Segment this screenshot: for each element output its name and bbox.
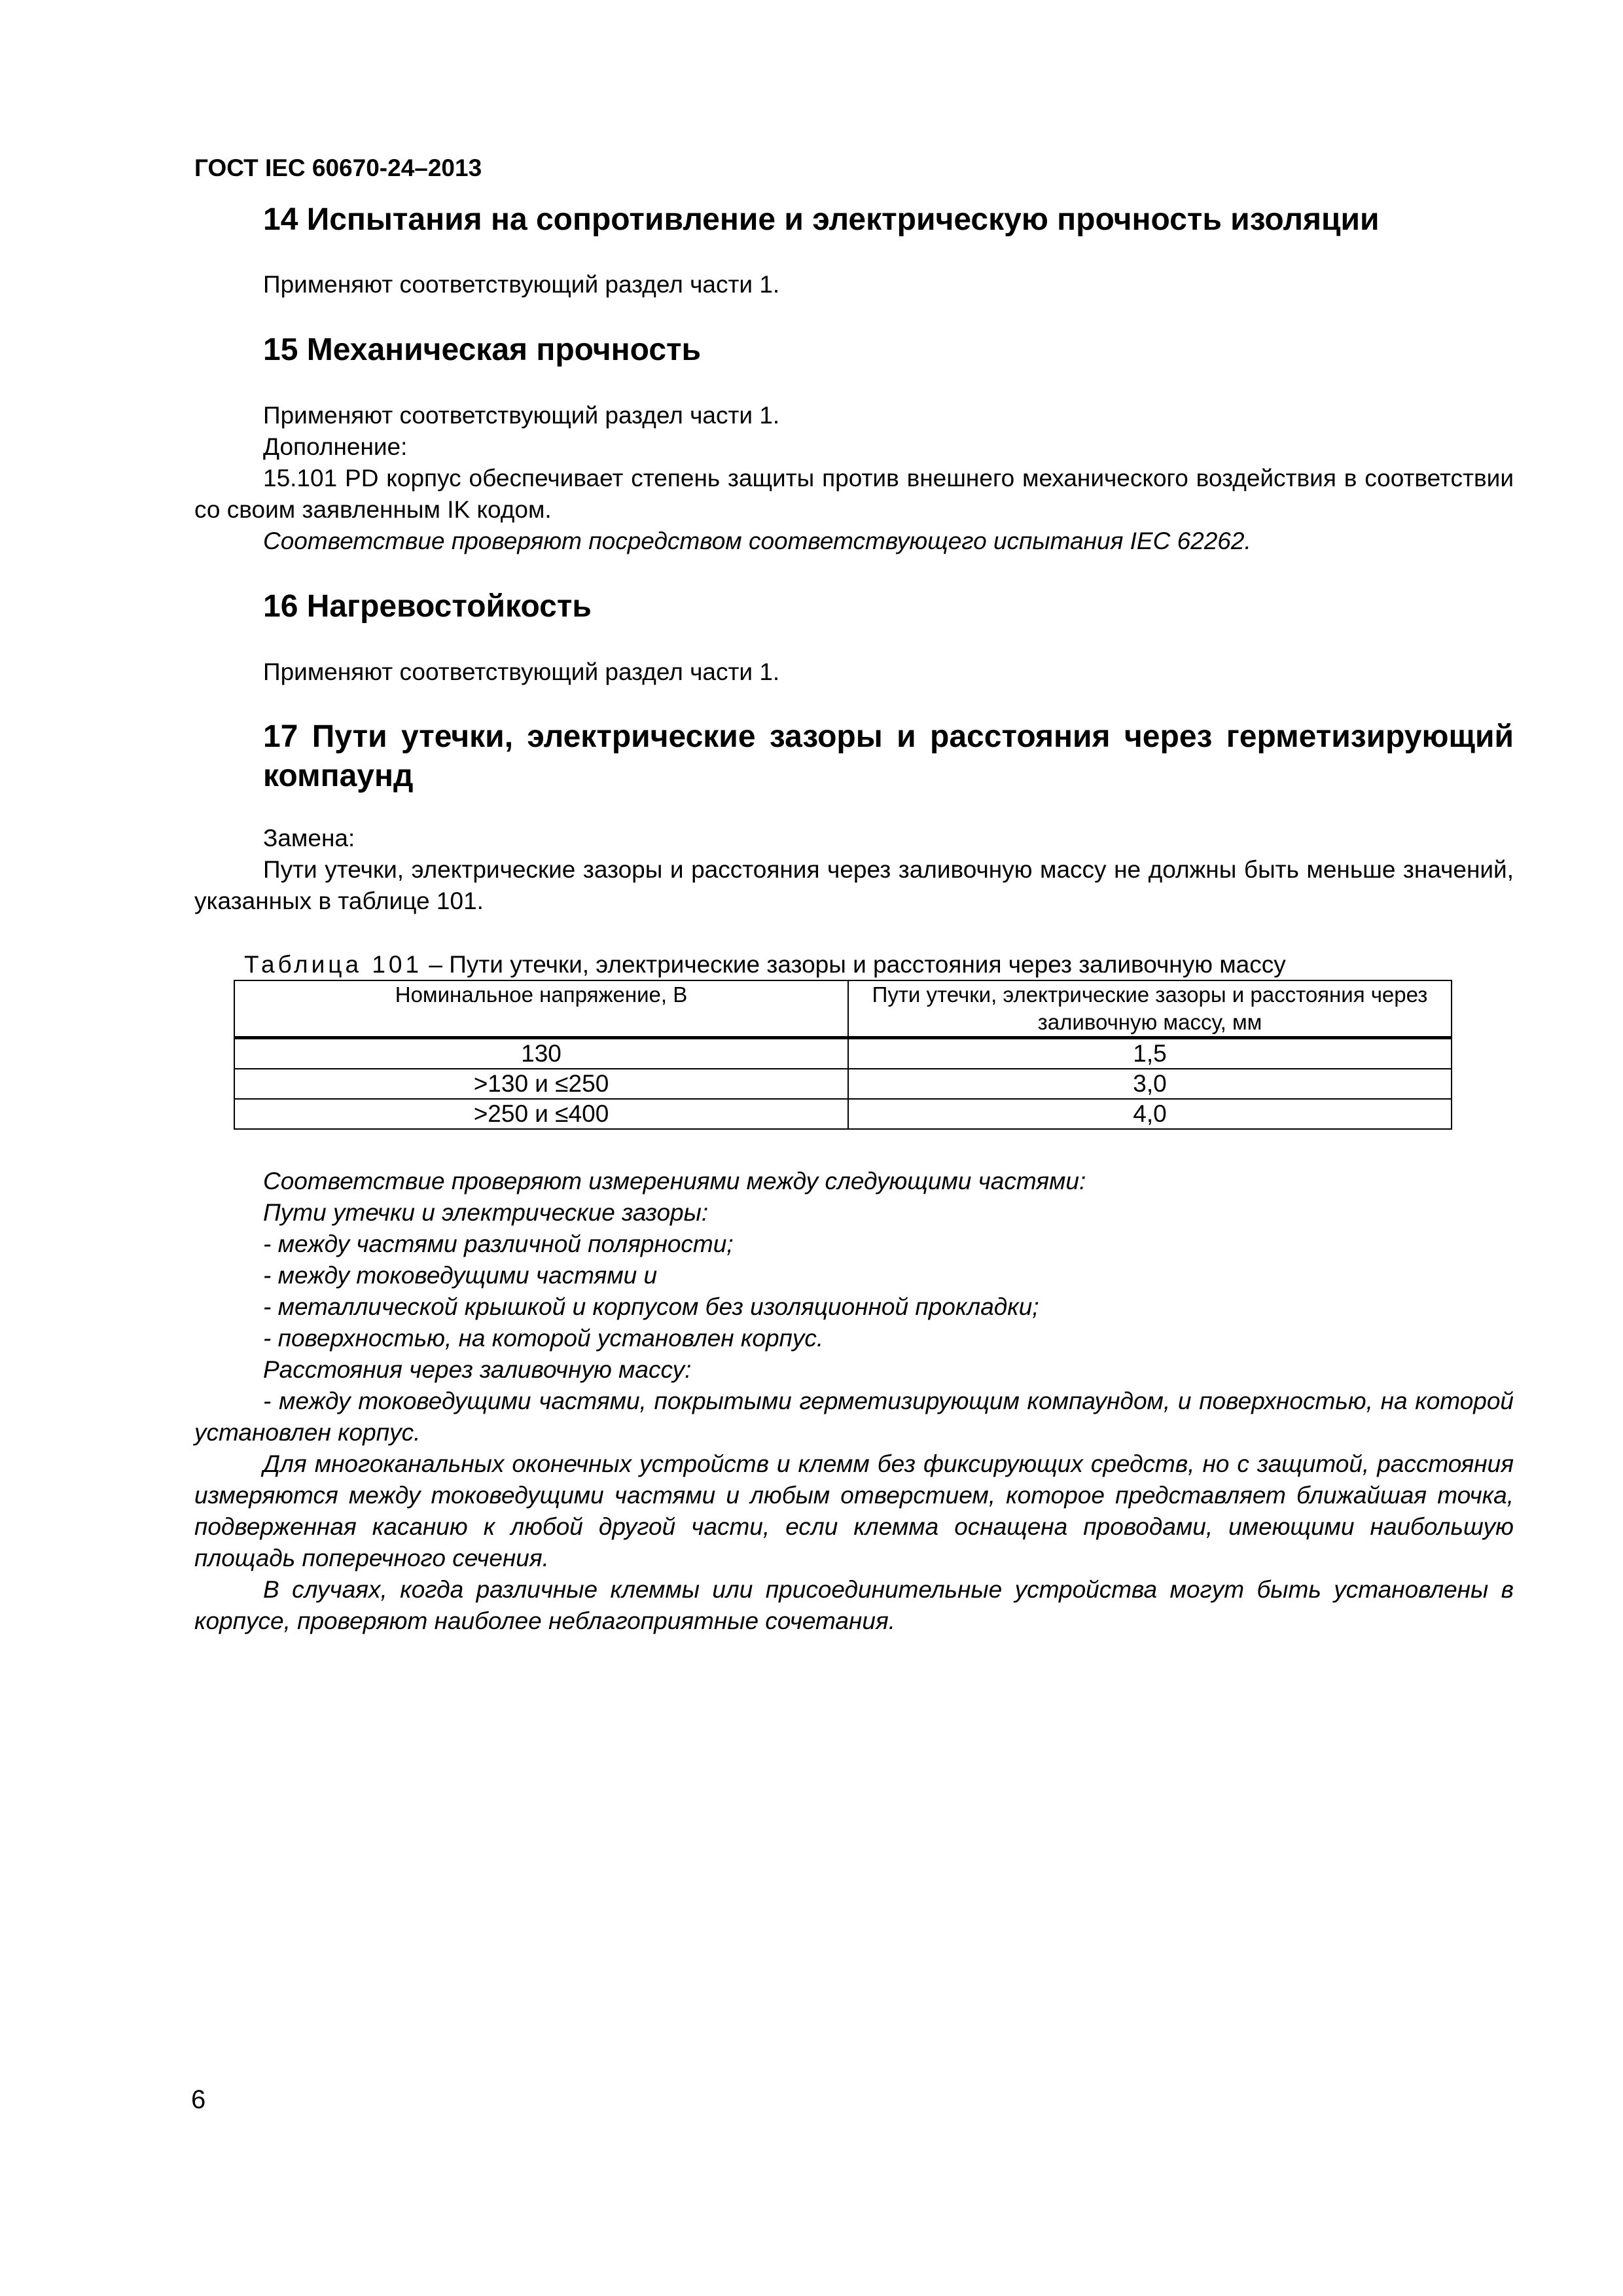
- compliance-line: - между частями различной полярности;: [263, 1230, 734, 1257]
- document-code-header: ГОСТ IEC 60670-24–2013: [194, 154, 482, 181]
- table-header-row: [234, 980, 1452, 1038]
- header-creepage-distances: Пути утечки, электрические зазоры и расстояния через заливочную массу, мм: [848, 980, 1452, 1038]
- section-14-text: Применяют соответствующий раздел части 1.: [263, 271, 780, 298]
- clause-15-101: 15.101 PD корпус обеспечивает степень защиты против внешнего механического воздействия в соответствии со своим заявленным IK кодом.: [194, 465, 1514, 523]
- section-17-text: Пути утечки, электрические зазоры и расстояния через заливочную массу не должны быть меньше значений, указанных в таблице 101.: [194, 856, 1514, 914]
- table-101: [234, 980, 1452, 1130]
- section-16-heading: 16 Нагревостойкость: [263, 589, 592, 624]
- table-cell-distance: 4,0: [848, 1099, 1452, 1129]
- section-17-heading: 17 Пути утечки, электрические зазоры и расстояния через герметизирующий компаунд: [263, 719, 1514, 793]
- section-14-heading: 14 Испытания на сопротивление и электрическую прочность изоляции: [263, 202, 1380, 237]
- compliance-line: Соответствие проверяют измерениями между следующими частями:: [263, 1168, 1086, 1194]
- table-caption-text: Пути утечки, электрические зазоры и расстояния через заливочную массу: [449, 951, 1286, 978]
- compliance-paragraph-2: Для многоканальных оконечных устройств и клемм без фиксирующих средств, но с защитой, расстояния измеряются между токоведущими частями и любым отверстием, которое представляет ближайшая точка, подверженная касанию к любой другой части, если клемма оснащена проводами, имеющими наибольшую площадь поперечного сечения.: [194, 1450, 1514, 1571]
- header-nominal-voltage: Номинальное напряжение, В: [234, 980, 848, 1038]
- section-17-replacement-label: Замена:: [263, 825, 355, 852]
- table-cell-voltage: >130 и ≤250: [234, 1069, 848, 1099]
- section-16-text: Применяют соответствующий раздел части 1.: [263, 658, 780, 685]
- table-cell-voltage: >250 и ≤400: [234, 1099, 848, 1129]
- compliance-paragraph-1: - между токоведущими частями, покрытыми герметизирующим компаундом, и поверхностью, на которой установлен корпус.: [194, 1388, 1514, 1446]
- compliance-line: Расстояния через заливочную массу:: [263, 1356, 692, 1383]
- compliance-line: Пути утечки и электрические зазоры:: [263, 1199, 709, 1226]
- compliance-paragraph-3: В случаях, когда различные клеммы или присоединительные устройства могут быть установлены в корпусе, проверяют наиболее неблагоприятные сочетания.: [194, 1576, 1514, 1634]
- page-number: 6: [191, 2085, 206, 2114]
- table-caption-dash: –: [422, 951, 450, 978]
- section-15-compliance: Соответствие проверяют посредством соответствующего испытания IEC 62262.: [263, 528, 1251, 554]
- section-15-addition-label: Дополнение:: [263, 433, 408, 460]
- table-cell-distance: 3,0: [848, 1069, 1452, 1099]
- table-cell-voltage: 130: [234, 1038, 848, 1069]
- table-row: [234, 1038, 1452, 1069]
- compliance-line: - между токоведущими частями и: [263, 1262, 658, 1289]
- table-101-caption: [244, 950, 1286, 979]
- compliance-line: - металлической крышкой и корпусом без изоляционной прокладки;: [263, 1293, 1039, 1320]
- table-caption-label: Таблица 101: [244, 951, 423, 978]
- compliance-line: - поверхностью, на которой установлен корпус.: [263, 1325, 824, 1352]
- table-cell-distance: 1,5: [848, 1038, 1452, 1069]
- table-row: [234, 1099, 1452, 1129]
- section-15-heading: 15 Механическая прочность: [263, 332, 702, 367]
- section-15-text: Применяют соответствующий раздел части 1.: [263, 402, 780, 429]
- table-row: [234, 1069, 1452, 1099]
